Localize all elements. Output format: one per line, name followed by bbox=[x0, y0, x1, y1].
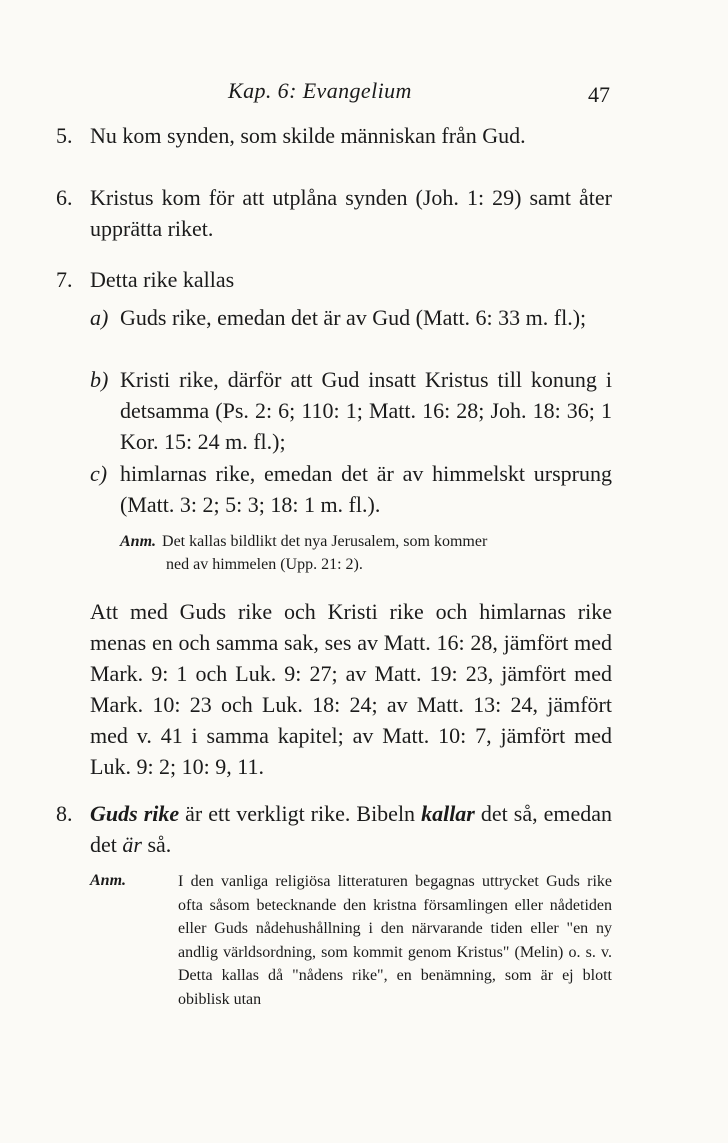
note-line-2: ned av himmelen (Upp. 21: 2). bbox=[166, 556, 363, 573]
emphasis-ar: är bbox=[122, 832, 142, 857]
sub-item-text: himlarnas rike, emedan det är av himmelskt ursprung (Matt. 3: 2; 5: 3; 18: 1 m. fl.). bbox=[120, 461, 612, 517]
body-paragraph: Att med Guds rike och Kristi rike och himlarnas rike menas en och samma sak, ses av Matt. 16: 28, jämfört med Mark. 9: 1 och Luk. 9: 27; av Matt. 19: 23, jämfört med Mark. 10: 23 och Luk. 18: 24; av Matt. 13: 24, jämfört med v. 41 i samma kapitel; av Matt. 10: 7, jämfört med Luk. 9: 2; 10: 9, 11. bbox=[90, 599, 612, 779]
list-item-7 bbox=[56, 264, 612, 295]
sub-item-letter: b) bbox=[90, 367, 109, 392]
list-item-5 bbox=[56, 120, 612, 151]
item-number: 8. bbox=[56, 801, 73, 826]
item-text: Detta rike kallas bbox=[90, 267, 235, 292]
chapter-title: Kap. 6: Evangelium bbox=[228, 78, 412, 103]
emphasis-kallar: kallar bbox=[421, 801, 475, 826]
sub-item-letter: c) bbox=[90, 461, 108, 486]
note-anm-1 bbox=[120, 530, 612, 576]
item-text: Kristus kom för att utplåna synden (Joh. 1: 29) samt åter upprätta riket. bbox=[90, 185, 612, 241]
note-line-1: Det kallas bildlikt det nya Jerusalem, som kommer bbox=[162, 533, 488, 550]
emphasis-guds-rike: Guds rike bbox=[90, 801, 180, 826]
list-item-6 bbox=[56, 182, 612, 244]
item-text-part: är ett verkligt rike. Bibeln bbox=[179, 801, 422, 826]
sub-item-a bbox=[90, 302, 612, 333]
item-text-part: så. bbox=[141, 832, 172, 857]
list-item-8 bbox=[56, 798, 613, 860]
running-header bbox=[0, 78, 728, 112]
page-number: 47 bbox=[588, 82, 610, 107]
item-text: Nu kom synden, som skilde människan från Gud. bbox=[90, 123, 526, 148]
note-label: Anm. bbox=[120, 533, 157, 550]
sub-item-text: Kristi rike, därför att Gud insatt Kristus till konung i detsamma (Ps. 2: 6; 110: 1; Matt. 16: 28; Joh. 18: 36; 1 Kor. 15: 24 m. fl.); bbox=[120, 367, 612, 454]
note-anm-2: I den vanliga religiösa litteraturen begagnas uttrycket Guds rike ofta såsom betecknande den kristna församlingen eller nådetiden eller Guds nådehushållning i den närvarande tiden eller "en ny andlig världsordning, som kommit genom Kristus" (Melin) o. s. v. Detta kallas då "nådens rike", en benämning, som är ej blott obiblisk utan bbox=[178, 873, 612, 1008]
sub-item-b bbox=[90, 364, 612, 457]
item-number: 7. bbox=[56, 267, 73, 292]
note-label: Anm. bbox=[90, 872, 127, 889]
sub-item-letter: a) bbox=[90, 305, 109, 330]
sub-item-text: Guds rike, emedan det är av Gud (Matt. 6: 33 m. fl.); bbox=[120, 305, 587, 330]
item-number: 6. bbox=[56, 185, 73, 210]
item-text-part: det så, emedan det bbox=[90, 801, 613, 857]
item-number: 5. bbox=[56, 123, 73, 148]
sub-item-c bbox=[90, 458, 612, 520]
